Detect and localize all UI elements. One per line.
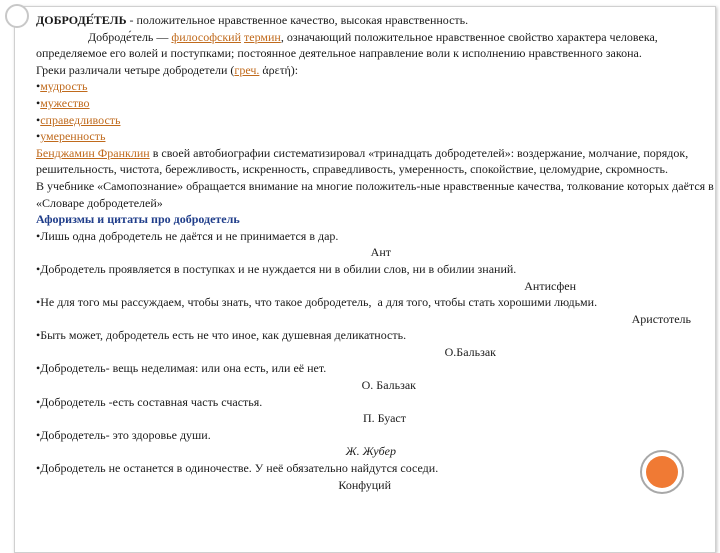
virtue-item xyxy=(36,112,716,129)
quote-text: Добродетель- вещь неделимая: или она есть, или её нет. xyxy=(40,361,327,376)
quote-author: Ж. Жубер xyxy=(345,444,396,459)
link-virtue-justice[interactable]: справедливость xyxy=(40,112,121,127)
definition-short xyxy=(36,12,716,29)
quote-text-part-b: а для того, чтобы стать хорошими людьми. xyxy=(377,295,598,310)
quote-author: О. Бальзак xyxy=(361,378,416,393)
quote-item xyxy=(36,327,716,344)
slide-content xyxy=(36,12,716,493)
quote-item xyxy=(36,427,716,444)
bullet-icon: • xyxy=(36,228,41,243)
quote-author: П. Буаст xyxy=(363,411,406,426)
textbook-paragraph: В учебнике «Самопознание» обращается внимание на многие положитель-ные нравственные качества, толкование которых даётся в «Словаре добродетелей» xyxy=(36,178,714,210)
definition-full xyxy=(36,29,716,62)
bullet-icon: • xyxy=(36,328,41,343)
bullet-icon: • xyxy=(36,427,41,442)
virtue-item xyxy=(36,78,716,95)
quote-item xyxy=(36,394,716,411)
bullet-icon: • xyxy=(36,129,41,144)
quote-author: Конфуций xyxy=(338,477,391,492)
link-term[interactable]: термин xyxy=(244,29,281,44)
short-definition-text: - положительное нравственное качество, высокая нравственность. xyxy=(126,13,469,27)
quote-author: Аристотель xyxy=(631,311,691,326)
aphorisms-heading: Афоризмы и цитаты про добродетель xyxy=(36,212,240,227)
bullet-icon: • xyxy=(36,461,41,476)
link-virtue-courage[interactable]: мужество xyxy=(40,95,90,110)
franklin-text: в своей автобиографии систематизировал «тринадцать добродетелей»: воздержание, молчание, порядок, решительность, чистота, бережливость, искренность, справедливость, умеренность, спокойствие, целомудрие, скромность. xyxy=(36,145,689,177)
link-franklin[interactable]: Бенджамин Франклин xyxy=(36,145,150,160)
virtue-item xyxy=(36,95,716,112)
link-virtue-wisdom[interactable]: мудрость xyxy=(40,79,88,94)
link-greek[interactable]: греч. xyxy=(234,62,260,77)
bullet-icon: • xyxy=(36,112,41,127)
link-philosophical[interactable]: философский xyxy=(171,29,242,44)
decorative-ring-icon xyxy=(5,4,29,28)
quote-text: Добродетель не останется в одиночестве. У неё обязательно найдутся соседи. xyxy=(40,461,439,476)
quote-text: Лишь одна добродетель не даётся и не принимается в дар. xyxy=(40,228,339,243)
bullet-icon: • xyxy=(36,295,41,310)
bullet-icon: • xyxy=(36,361,41,376)
quote-item xyxy=(36,460,716,477)
bullet-icon: • xyxy=(36,394,41,409)
full-definition-text: , означающий положительное нравственное свойство характера человека, определяемое его волей и поступками; постоянное деятельное направление воли к исполнению нравственного закона. xyxy=(36,29,658,61)
quote-item xyxy=(36,294,716,311)
quote-author: Антисфен xyxy=(524,278,576,293)
quote-item xyxy=(36,228,716,245)
quote-text: Добродетель- это здоровье души. xyxy=(40,427,211,442)
bullet-icon: • xyxy=(36,79,41,94)
bullet-icon: • xyxy=(36,95,41,110)
quote-item xyxy=(36,261,716,278)
virtue-item xyxy=(36,128,716,145)
greeks-line xyxy=(36,62,716,79)
quote-author: Ант xyxy=(370,245,391,260)
bullet-icon: • xyxy=(36,261,41,276)
quote-text: Добродетель проявляется в поступках и не нуждается ни в обилии слов, ни в обилии знаний. xyxy=(40,261,517,276)
greek-word: ἀρετή): xyxy=(259,62,299,77)
quote-author: О.Бальзак xyxy=(444,344,496,359)
greeks-lead: Греки различали четыре добродетели ( xyxy=(36,62,235,77)
link-virtue-moderation[interactable]: умеренность xyxy=(40,129,106,144)
franklin-paragraph xyxy=(36,145,716,178)
quote-item xyxy=(36,360,716,377)
quote-text-part-a: Не для того мы рассуждаем, чтобы знать, что такое добродетель, xyxy=(40,295,372,310)
quote-text: Добродетель -есть составная часть счастья. xyxy=(40,394,263,409)
term-heading: ДОБРОДЕ́ТЕЛЬ xyxy=(36,13,127,27)
full-term: Доброде́тель — xyxy=(88,29,172,44)
quote-text: Быть может, добродетель есть не что иное, как душевная деликатность. xyxy=(40,328,407,343)
